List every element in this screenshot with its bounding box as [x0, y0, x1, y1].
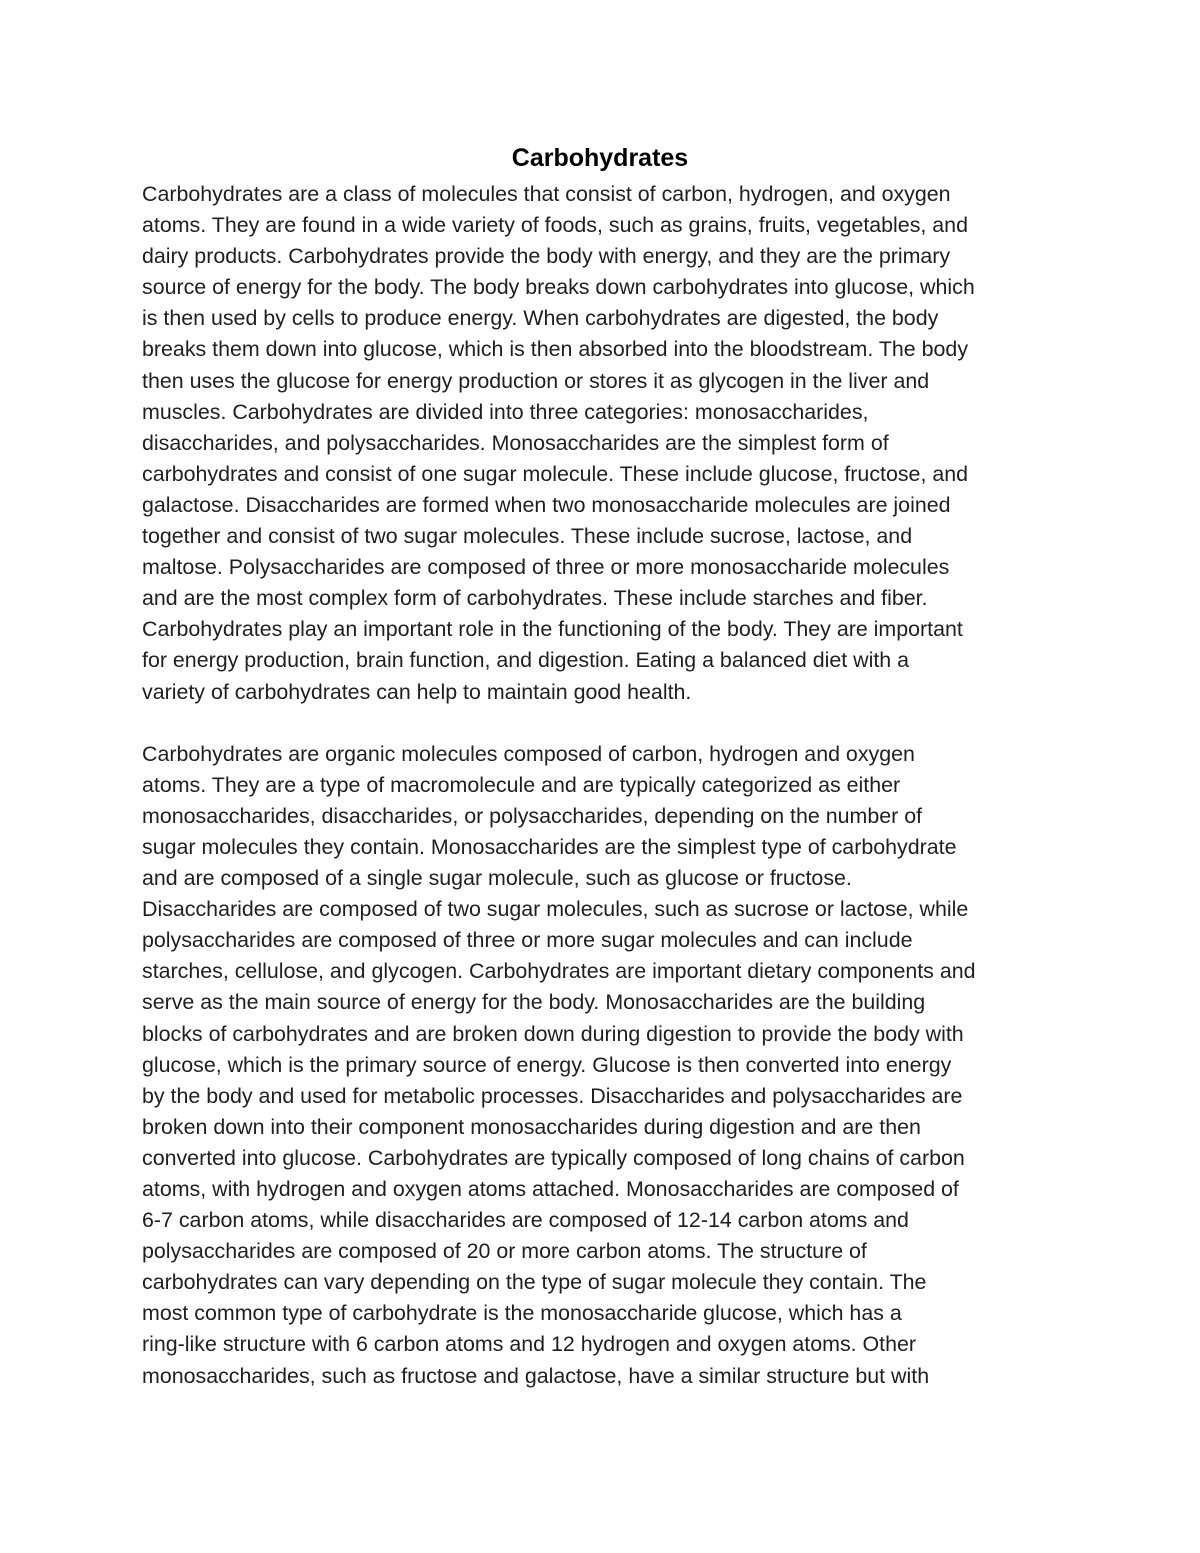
text-line: maltose. Polysaccharides are composed of three or more monosaccharide molecules	[142, 555, 950, 580]
text-line: atoms, with hydrogen and oxygen atoms attached. Monosaccharides are composed of	[142, 1177, 959, 1201]
text-line: sugar molecules they contain. Monosaccharides are the simplest type of carbohydrate	[142, 834, 957, 859]
text-line: monosaccharides, disaccharides, or polysaccharides, depending on the number of	[142, 803, 923, 828]
text-line: is then used by cells to produce energy. When carbohydrates are digested, the body	[142, 306, 939, 331]
text-line: galactose. Disaccharides are formed when two monosaccharide molecules are joined	[142, 492, 951, 517]
text-line: by the body and used for metabolic processes. Disaccharides and polysaccharides are	[142, 1083, 963, 1108]
text-line: polysaccharides are composed of 20 or more carbon atoms. The structure of	[142, 1239, 867, 1264]
text-line: variety of carbohydrates can help to maintain good health.	[142, 679, 692, 704]
text-line: 6-7 carbon atoms, while disaccharides are composed of 12-14 carbon atoms and	[142, 1208, 909, 1233]
text-line: disaccharides, and polysaccharides. Monosaccharides are the simplest form of	[142, 430, 889, 455]
text-line: glucose, which is the primary source of energy. Glucose is then converted into energy	[142, 1052, 952, 1077]
text-line: Carbohydrates are organic molecules composed of carbon, hydrogen and oxygen	[142, 741, 915, 766]
text-line: then uses the glucose for energy production or stores it as glycogen in the liver and	[142, 368, 930, 393]
document-body	[142, 179, 1072, 1392]
text-line: monosaccharides, such as fructose and galactose, have a similar structure but with	[142, 1363, 930, 1388]
text-line: and are composed of a single sugar molecule, such as glucose or fructose.	[142, 866, 852, 891]
text-line: muscles. Carbohydrates are divided into three categories: monosaccharides,	[142, 399, 869, 424]
text-line: ring-like structure with 6 carbon atoms and 12 hydrogen and oxygen atoms. Other	[142, 1332, 917, 1357]
document-title: Carbohydrates	[511, 144, 689, 172]
text-line: Carbohydrates play an important role in the functioning of the body. They are important	[142, 617, 963, 642]
text-line: together and consist of two sugar molecules. These include sucrose, lactose, and	[142, 524, 913, 549]
text-line: serve as the main source of energy for the body. Monosaccharides are the building	[142, 990, 926, 1015]
text-line: for energy production, brain function, and digestion. Eating a balanced diet with a	[142, 648, 910, 673]
text-line: polysaccharides are composed of three or more sugar molecules and can include	[142, 928, 913, 953]
paragraph-gap	[142, 708, 1072, 739]
text-line: breaks them down into glucose, which is then absorbed into the bloodstream. The body	[142, 337, 969, 362]
text-line: source of energy for the body. The body breaks down carbohydrates into glucose, which	[142, 275, 975, 300]
text-line: Carbohydrates are a class of molecules that consist of carbon, hydrogen, and oxygen	[142, 182, 951, 206]
text-line: atoms. They are a type of macromolecule and are typically categorized as either	[142, 772, 901, 797]
text-line: blocks of carbohydrates and are broken down during digestion to provide the body with	[142, 1021, 964, 1046]
text-line: most common type of carbohydrate is the monosaccharide glucose, which has a	[142, 1301, 902, 1326]
text-line: broken down into their component monosaccharides during digestion and are then	[142, 1114, 921, 1139]
text-line: dairy products. Carbohydrates provide the body with energy, and they are the primary	[142, 244, 951, 269]
text-line: carbohydrates and consist of one sugar molecule. These include glucose, fructose, and	[142, 461, 969, 486]
paragraph-1	[142, 179, 1072, 708]
text-line: carbohydrates can vary depending on the type of sugar molecule they contain. The	[142, 1270, 927, 1295]
text-line: atoms. They are found in a wide variety of foods, such as grains, fruits, vegetables, and	[142, 213, 968, 238]
text-line: converted into glucose. Carbohydrates are typically composed of long chains of carbon	[142, 1145, 965, 1170]
text-line: and are the most complex form of carbohydrates. These include starches and fiber.	[142, 586, 928, 611]
paragraph-2	[142, 739, 1072, 1392]
text-line: starches, cellulose, and glycogen. Carbohydrates are important dietary components and	[142, 959, 976, 984]
text-line: Disaccharides are composed of two sugar molecules, such as sucrose or lactose, while	[142, 897, 969, 922]
